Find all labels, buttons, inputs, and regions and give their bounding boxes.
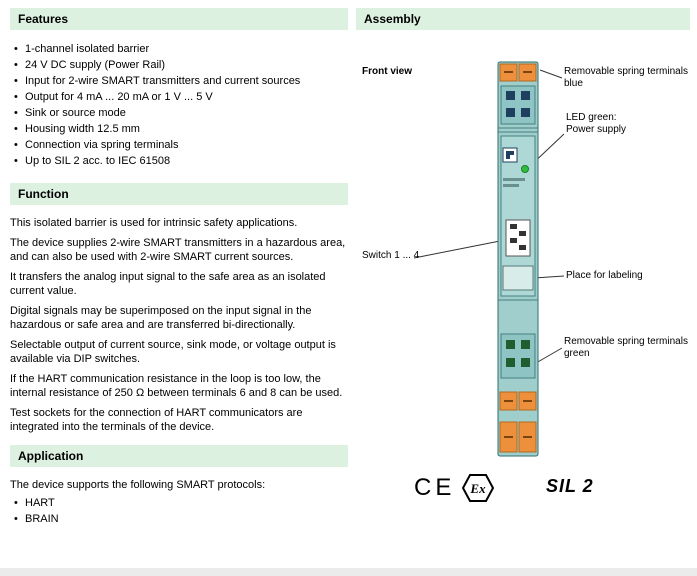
device-label-text-bar bbox=[503, 184, 519, 187]
assembly-diagram bbox=[356, 48, 690, 468]
feature-item: • 24 V DC supply (Power Rail) bbox=[12, 57, 348, 73]
application-intro: The device supports the following SMART protocols: bbox=[10, 478, 266, 491]
callout-led-line2: Power supply bbox=[566, 124, 627, 135]
terminal-section-green bbox=[501, 334, 535, 378]
terminal-section-blue bbox=[501, 86, 535, 124]
callout-terminals-blue bbox=[564, 66, 697, 90]
callout-terminals-blue-line2: blue bbox=[564, 78, 583, 89]
feature-item: • Housing width 12.5 mm bbox=[12, 121, 348, 137]
callout-switch-label: Switch 1 ... 4 bbox=[362, 250, 420, 261]
pepperl-fuchs-logo bbox=[503, 148, 517, 162]
cut-off-row bbox=[0, 568, 697, 576]
power-led bbox=[522, 166, 529, 173]
function-paragraph: If the HART communication resistance in the loop is too low, the internal resistance of 250 Ω between terminals 6 and 8 can be used. bbox=[10, 372, 343, 399]
dip-switch-block bbox=[506, 220, 530, 256]
labeling-area bbox=[503, 266, 533, 290]
ce-mark: CE bbox=[414, 474, 456, 501]
function-paragraph: Digital signals may be superimposed on the input signal in the hazardous or safe area and are transferred bi-directionally. bbox=[10, 304, 312, 331]
right-column bbox=[356, 8, 690, 568]
feature-item: • 1-channel isolated barrier bbox=[12, 41, 348, 57]
callout-line-terminals-blue bbox=[540, 70, 562, 78]
ex-logo-text: Ex bbox=[470, 481, 486, 496]
features-header bbox=[10, 8, 348, 30]
assembly-header bbox=[356, 8, 690, 30]
feature-item: • Output for 4 mA ... 20 mA or 1 V ... 5 V bbox=[12, 89, 348, 105]
protocol-list bbox=[12, 495, 348, 527]
left-column bbox=[10, 8, 348, 527]
feature-item: • Up to SIL 2 acc. to IEC 61508 bbox=[12, 153, 348, 169]
callout-terminals-green bbox=[564, 336, 697, 360]
feature-item: • Connection via spring terminals bbox=[12, 137, 348, 153]
function-paragraph: Test sockets for the connection of HART communicators are integrated into the terminals of the device. bbox=[10, 406, 303, 433]
function-paragraph: This isolated barrier is used for intrinsic safety applications. bbox=[10, 217, 298, 229]
function-text bbox=[10, 216, 348, 435]
certification-row bbox=[356, 470, 690, 510]
features-list bbox=[12, 41, 348, 169]
protocol-item: • BRAIN bbox=[12, 511, 348, 527]
assembly-title: Assembly bbox=[364, 12, 421, 26]
features-title: Features bbox=[18, 12, 69, 26]
ex-logo bbox=[462, 473, 494, 503]
feature-item: • Input for 2-wire SMART transmitters and current sources bbox=[12, 73, 348, 89]
device-label-text-bar bbox=[503, 178, 525, 181]
function-paragraph: It transfers the analog input signal to the safe area as an isolated current value. bbox=[10, 270, 326, 297]
feature-item: • Sink or source mode bbox=[12, 105, 348, 121]
callout-led bbox=[566, 112, 697, 136]
function-paragraph: The device supplies 2-wire SMART transmitters in a hazardous area, and can also be used with 2-wire SMART current sources. bbox=[10, 236, 346, 263]
callout-line-terminals-green bbox=[536, 348, 562, 363]
callout-labeling bbox=[566, 270, 697, 282]
function-paragraph: Selectable output of current source, sink mode, or voltage output is available via DIP switches. bbox=[10, 338, 336, 365]
application-title: Application bbox=[18, 448, 84, 463]
callout-terminals-green-line2: green bbox=[564, 348, 590, 359]
callout-terminals-green-line1: Removable spring terminals bbox=[564, 336, 688, 347]
function-title: Function bbox=[18, 187, 69, 201]
application-header bbox=[10, 445, 348, 467]
protocol-item: • HART bbox=[12, 495, 348, 511]
callout-led-line1: LED green: bbox=[566, 112, 617, 123]
callout-labeling-label: Place for labeling bbox=[566, 270, 643, 281]
sil-rating: SIL 2 bbox=[546, 476, 594, 496]
function-header bbox=[10, 183, 348, 205]
callout-switch bbox=[362, 250, 452, 262]
callout-terminals-blue-line1: Removable spring terminals bbox=[564, 66, 688, 77]
front-view-label: Front view bbox=[362, 66, 413, 77]
